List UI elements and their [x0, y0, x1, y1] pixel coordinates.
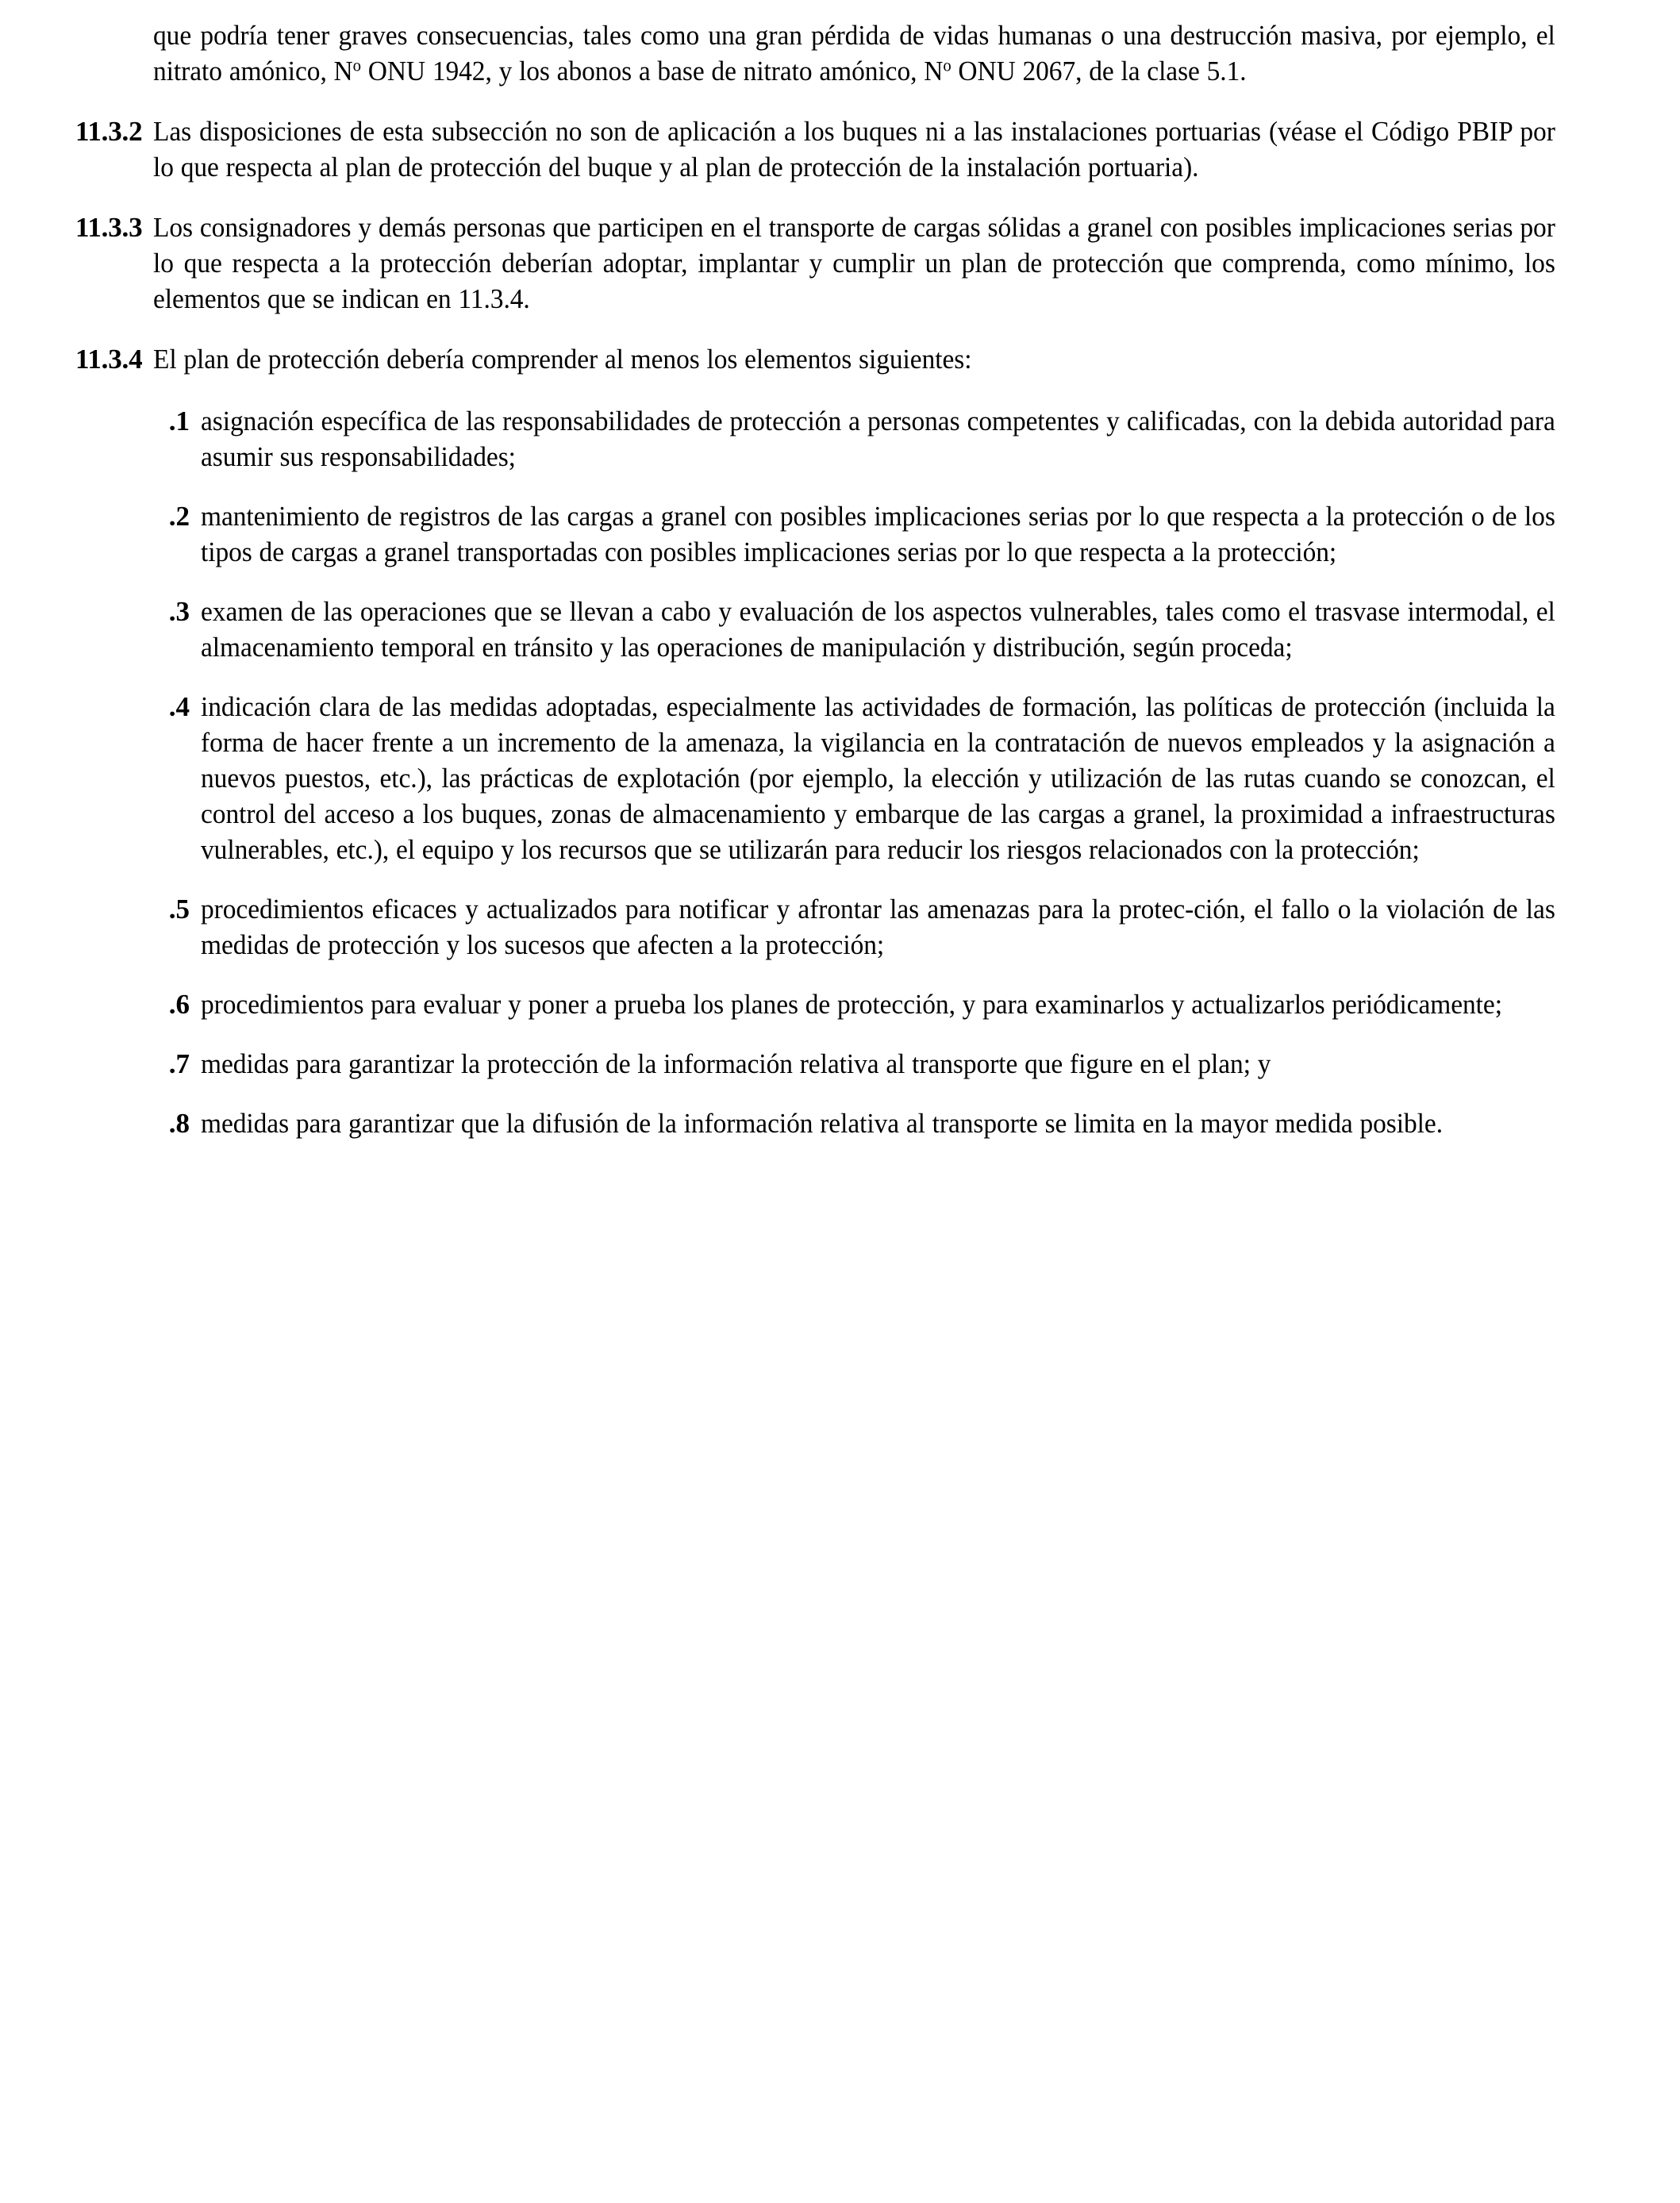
subitem-text: medidas para garantizar la protección de la información relativa al transporte que figure en el plan; y [201, 1048, 1271, 1079]
subitem-4 [75, 689, 1555, 867]
subitem-3 [75, 594, 1555, 665]
continuation-paragraph-text: que podría tener graves consecuencias, tales como una gran pérdida de vidas humanas o una destrucción masiva, por ejemplo, el nitrato amónico, $N^o$ ONU 1942, y los abonos a base de nitrato amónico, $N^o$ ONU 2067, de la clase 5.1. [153, 20, 1555, 87]
subitem-text: procedimientos eficaces y actualizados para notificar y afrontar las amenazas para la protec-ción, el fallo o la violación de las medidas de protección y los sucesos que afecten a la protección; [201, 894, 1555, 960]
subitem-number: .4 [168, 691, 190, 722]
subitem-8 [75, 1105, 1555, 1141]
subitem-text: mantenimiento de registros de las cargas a granel con posibles implicaciones serias por lo que respecta a la protección o de los tipos de cargas a granel transportadas con posibles implicaciones serias por lo que respecta a la protección; [201, 501, 1555, 567]
subitem-text: medidas para garantizar que la difusión de la información relativa al transporte se limita en la mayor medida posible. [201, 1108, 1444, 1139]
clause-11-3-2 [75, 113, 1555, 185]
clause-text: El plan de protección debería comprender al menos los elementos siguientes: [153, 344, 972, 375]
subitem-7 [75, 1046, 1555, 1082]
subitem-number: .2 [168, 501, 190, 532]
subitem-number: .8 [168, 1108, 190, 1139]
clause-number: 11.3.2 [75, 116, 143, 147]
subitem-number: .5 [168, 894, 190, 925]
subitem-2 [75, 498, 1555, 570]
subitem-5 [75, 891, 1555, 963]
subitem-text: asignación específica de las responsabilidades de protección a personas competentes y calificadas, con la debida autoridad para asumir sus responsabilidades; [201, 406, 1555, 472]
clause-text: Los consignadores y demás personas que participen en el transporte de cargas sólidas a granel con posibles implicaciones serias por lo que respecta a la protección deberían adoptar, implantar y cumplir un plan de protección que comprenda, como mínimo, los elementos que se indican en 11.3.4. [153, 212, 1555, 314]
subitem-list [75, 403, 1555, 1141]
clause-text: Las disposiciones de esta subsección no son de aplicación a los buques ni a las instalaciones portuarias (véase el Código PBIP por lo que respecta al plan de protección del buque y al plan de protección de la instalación portuaria). [153, 116, 1555, 183]
subitem-number: .7 [168, 1048, 190, 1079]
subitem-text: indicación clara de las medidas adoptadas, especialmente las actividades de formación, las políticas de protección (incluida la forma de hacer frente a un incremento de la amenaza, la vigilancia en la contratación de nuevos empleados y la asignación a nuevos puestos, etc.), las prácticas de explotación (por ejemplo, la elección y utilización de las rutas cuando se conozcan, el control del acceso a los buques, zonas de almacenamiento y embarque de las cargas a granel, la proximidad a infraestructuras vulnerables, etc.), el equipo y los recursos que se utilizarán para reducir los riesgos relacionados con la protección; [201, 691, 1555, 865]
subitem-text: examen de las operaciones que se llevan a cabo y evaluación de los aspectos vulnerables, tales como el trasvase intermodal, el almacenamiento temporal en tránsito y las operaciones de manipulación y distribución, según proceda; [201, 596, 1555, 663]
subitem-1 [75, 403, 1555, 475]
clause-11-3-4 [75, 341, 1555, 377]
subitem-number: .6 [168, 989, 190, 1020]
subitem-number: .3 [168, 596, 190, 627]
clause-11-3-3 [75, 210, 1555, 317]
clause-number: 11.3.4 [75, 344, 143, 375]
subitem-number: .1 [168, 406, 190, 436]
subitem-6 [75, 986, 1555, 1022]
continuation-paragraph [75, 17, 1555, 89]
clause-number: 11.3.3 [75, 212, 143, 243]
subitem-text: procedimientos para evaluar y poner a prueba los planes de protección, y para examinarlos y actualizarlos periódicamente; [201, 989, 1502, 1020]
